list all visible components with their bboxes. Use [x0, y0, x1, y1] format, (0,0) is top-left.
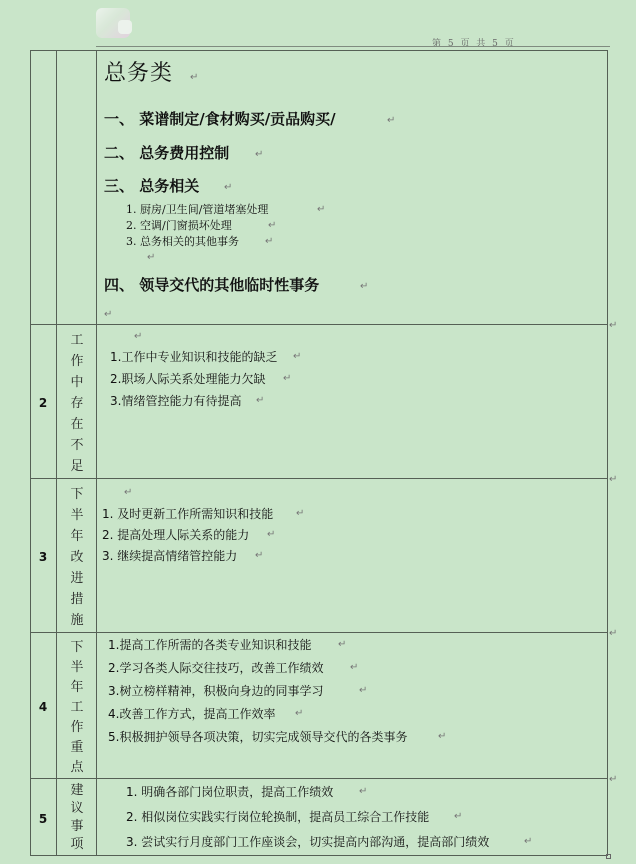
table-row-divider-4: [30, 778, 608, 779]
row-end-mark-1: ↵: [609, 320, 618, 331]
paragraph-mark-row-2-line-3: ↵: [256, 395, 265, 406]
row-5-line-1: 1. 明确各部门岗位职责，提高工作绩效: [126, 785, 334, 799]
row-number-3: 3: [38, 550, 48, 564]
row-3-line-1: 1. 及时更新工作所需知识和技能: [102, 507, 274, 521]
paragraph-mark-title: ↵: [190, 72, 199, 83]
row-number-4: 4: [38, 700, 48, 714]
row-label-2-char-6: 不: [70, 438, 84, 453]
row-end-mark-4: ↵: [609, 774, 618, 785]
header-rule: [96, 46, 610, 47]
row-label-3-char-3: 年: [70, 529, 84, 544]
row-label-3-char-7: 施: [70, 613, 84, 628]
row-end-mark-3: ↵: [609, 628, 618, 639]
row-label-4: [58, 638, 96, 778]
paragraph-mark-row-2-line-2: ↵: [283, 373, 292, 384]
row-3-line-2: 2. 提高处理人际关系的能力: [102, 528, 250, 542]
paragraph-mark-subitem-1: ↵: [317, 204, 326, 215]
paragraph-mark-row-4-line-1: ↵: [338, 639, 347, 650]
paragraph-mark-row-4-line-2: ↵: [350, 662, 359, 673]
table-column-divider-2: [96, 50, 97, 856]
paragraph-mark-row-4-line-3: ↵: [359, 685, 368, 696]
section-item-1: 一、 菜谱制定/食材购买/贡品购买/: [104, 110, 336, 128]
table-row-divider-2: [30, 478, 608, 479]
paragraph-mark-row-3-line-3: ↵: [255, 550, 264, 561]
table-row-divider-1: [30, 324, 608, 325]
paragraph-mark-row-5-line-1: ↵: [359, 786, 368, 797]
row-label-3-char-6: 措: [70, 592, 84, 607]
row-number-5: 5: [38, 812, 48, 826]
row-label-4-char-4: 工: [70, 700, 84, 715]
paragraph-mark-row-5-line-3: ↵: [524, 836, 533, 847]
row-2-line-3: 3.情绪管控能力有待提高: [110, 394, 242, 408]
section-item-4: 四、 领导交代的其他临时性事务: [104, 276, 320, 294]
row-5-line-2: 2. 相似岗位实践实行岗位轮换制，提高员工综合工作技能: [126, 810, 430, 824]
section-item-2: 二、 总务费用控制: [104, 144, 230, 162]
paragraph-mark-subitem-3: ↵: [265, 236, 274, 247]
subitem-3: 3. 总务相关的其他事务: [126, 235, 239, 248]
row-label-2-char-2: 作: [70, 354, 84, 369]
row-label-5: [58, 782, 96, 854]
row-2-line-2: 2.职场人际关系处理能力欠缺: [110, 372, 266, 386]
row-label-2-char-5: 在: [70, 417, 84, 432]
row-label-4-char-7: 点: [70, 760, 84, 775]
row-label-3: [58, 484, 96, 631]
subitem-1: 1. 厨房/卫生间/管道堵塞处理: [126, 203, 269, 216]
paragraph-mark-row-4-line-4: ↵: [295, 708, 304, 719]
row-3-line-3: 3. 继续提高情绪管控能力: [102, 549, 238, 563]
row-label-3-char-4: 改: [70, 550, 84, 565]
paragraph-mark-row-5-line-2: ↵: [454, 811, 463, 822]
paragraph-mark-item-4: ↵: [360, 281, 369, 292]
section-title: 总务类: [104, 61, 174, 86]
row-label-3-char-2: 半: [70, 508, 84, 523]
row-4-line-4: 4.改善工作方式，提高工作效率: [108, 707, 276, 721]
row-label-4-char-3: 年: [70, 680, 84, 695]
row-4-line-5: 5.积极拥护领导各项决策，切实完成领导交代的各类事务: [108, 730, 408, 744]
row-number-2: 2: [38, 396, 48, 410]
row-label-4-char-5: 作: [70, 720, 84, 735]
paragraph-mark-item-2: ↵: [255, 149, 264, 160]
row-label-3-char-1: 下: [70, 487, 84, 502]
row-label-2: [58, 330, 96, 477]
row-label-4-char-6: 重: [70, 740, 84, 755]
paragraph-mark-row-3-line-1: ↵: [296, 508, 305, 519]
paragraph-mark-row-3-top: ↵: [124, 487, 133, 498]
row-label-5-char-2: 议: [70, 801, 84, 816]
blurred-logo: [96, 8, 130, 38]
document-end-box: [606, 854, 611, 859]
row-4-line-3: 3.树立榜样精神，积极向身边的同事学习: [108, 684, 324, 698]
row-label-2-char-7: 足: [70, 459, 84, 474]
row-4-line-2: 2.学习各类人际交往技巧，改善工作绩效: [108, 661, 324, 675]
row-label-4-char-1: 下: [70, 640, 84, 655]
paragraph-mark-row-3-line-2: ↵: [267, 529, 276, 540]
row-label-4-char-2: 半: [70, 660, 84, 675]
paragraph-mark-empty-2: ↵: [104, 309, 113, 320]
row-label-2-char-3: 中: [70, 375, 84, 390]
paragraph-mark-item-3: ↵: [224, 182, 233, 193]
row-label-3-char-5: 进: [70, 571, 84, 586]
row-label-5-char-4: 项: [70, 837, 84, 852]
row-label-5-char-1: 建: [70, 783, 84, 798]
paragraph-mark-row-4-line-5: ↵: [438, 731, 447, 742]
paragraph-mark-row-2-line-1: ↵: [293, 351, 302, 362]
row-label-2-char-4: 存: [70, 396, 84, 411]
paragraph-mark-empty-1: ↵: [147, 252, 156, 263]
row-label-5-char-3: 事: [70, 819, 84, 834]
paragraph-mark-row-2-top: ↵: [134, 331, 143, 342]
row-end-mark-2: ↵: [609, 474, 618, 485]
table-column-divider-1: [56, 50, 57, 856]
paragraph-mark-item-1: ↵: [387, 115, 396, 126]
row-4-line-1: 1.提高工作所需的各类专业知识和技能: [108, 638, 312, 652]
row-label-2-char-1: 工: [70, 333, 84, 348]
row-2-line-1: 1.工作中专业知识和技能的缺乏: [110, 350, 278, 364]
subitem-2: 2. 空调/门窗损坏处理: [126, 219, 232, 232]
section-item-3: 三、 总务相关: [104, 177, 200, 195]
paragraph-mark-subitem-2: ↵: [268, 220, 277, 231]
page-number: 第 5 页 共 5 页: [432, 39, 516, 49]
row-5-line-3: 3. 尝试实行月度部门工作座谈会，切实提高内部沟通，提高部门绩效: [126, 835, 490, 849]
table-row-divider-3: [30, 632, 608, 633]
